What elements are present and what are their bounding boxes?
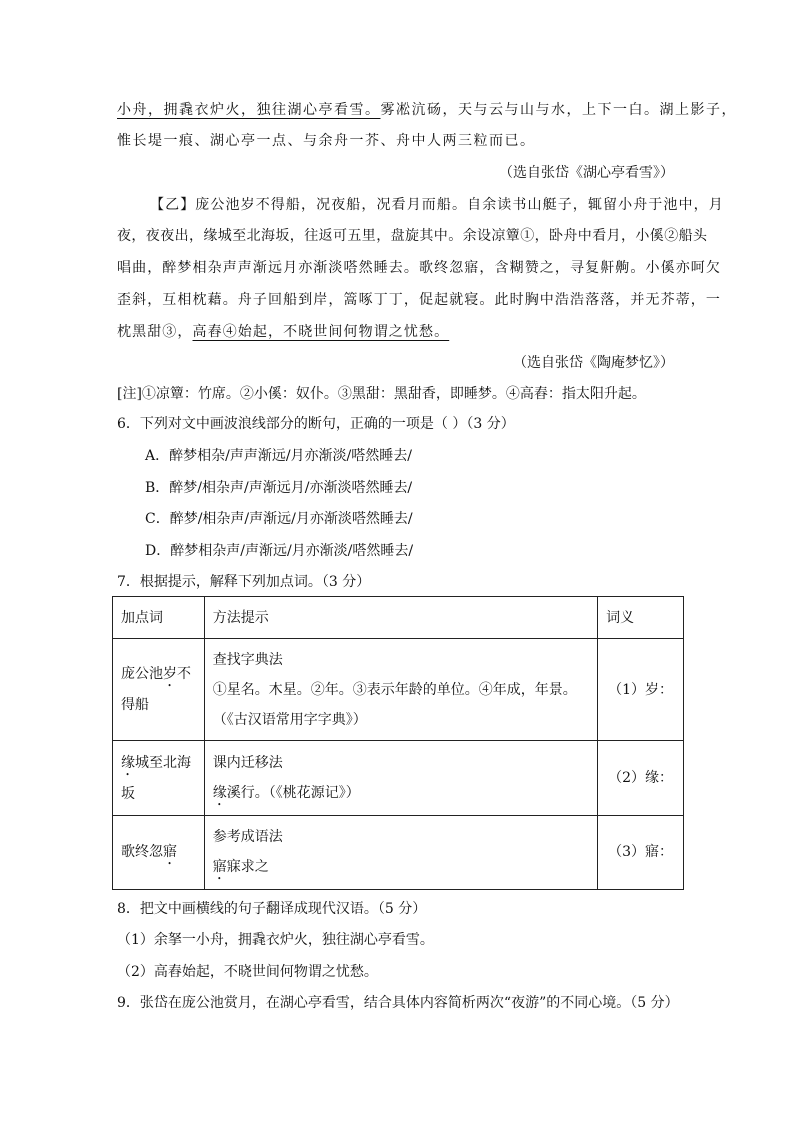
table-header-row <box>113 597 684 639</box>
passage-jia-source: （选自张岱《湖心亭看雪》） <box>499 165 674 181</box>
table-row <box>113 639 684 741</box>
passage-yi-line-2: 夜，夜夜出，缘城至北海坂，往返可五里，盘旋其中。余设凉簟①，卧舟中看月，小傒②船头 <box>117 228 708 244</box>
passage-jia-line-2: 惟长堤一痕、湖心亭一点、与余舟一芥、舟中人两三粒而已。 <box>117 133 536 149</box>
word-cell <box>113 741 205 815</box>
table-row <box>113 741 684 815</box>
question-7-table <box>112 596 684 890</box>
passage-yi-line-1: 【乙】庞公池岁不得船，况夜船，况看月而船。自余读书山艇子，辄留小舟于池中，月 <box>150 197 724 213</box>
question-8-item-1: （1）余拏一小舟，拥毳衣炉火，独往湖心亭看雪。 <box>117 932 434 948</box>
passage-yi-line-5-lead: 枕黑甜③， <box>117 324 193 340</box>
dotted-word: 寤 <box>163 843 177 860</box>
answer-cell[interactable]: （3）寤： <box>598 815 684 889</box>
annotation-note: [注]①凉簟：竹席。②小傒：奴仆。③黑甜：黑甜香，即睡梦。④高舂：指太阳升起。 <box>117 386 646 402</box>
header-method: 方法提示 <box>204 597 597 639</box>
question-7-stem: 7．根据提示，解释下列加点词。（3 分） <box>117 574 371 590</box>
method-hint: ①星名。木星。②年。③表示年龄的单位。④年成，年景。（《古汉语常用字字典》） <box>212 681 577 728</box>
method-cell <box>204 639 597 741</box>
passage-yi-line-4: 歪斜，互相枕藉。舟子回船到岸，篙啄丁丁，促起就寝。此时胸中浩浩落落，并无芥蒂，一 <box>117 292 721 308</box>
passage-yi-line-3: 唱曲，醉梦相杂声声渐远月亦渐淡嗒然睡去。歌终忽寤，含糊赞之，寻复鼾齁。小傒亦呵欠 <box>117 260 721 276</box>
table-row <box>113 815 684 889</box>
dotted-word: 缘 <box>212 784 227 801</box>
word-cell <box>113 815 205 889</box>
word-text: 不得船 <box>121 666 191 714</box>
answer-cell[interactable]: （1）岁： <box>598 639 684 741</box>
dotted-word: 缘 <box>121 754 135 771</box>
passage-jia-underlined-sentence: 小舟，拥毳衣炉火，独往湖心亭看雪。 <box>117 102 381 118</box>
question-6-stem: 6．下列对文中画波浪线部分的断句，正确的一项是（ ）（3 分） <box>117 416 515 432</box>
word-text: 歌终忽 <box>121 843 163 860</box>
method-hint <box>213 852 589 883</box>
method-name: 参考成语法 <box>212 828 283 845</box>
word-text: 城至北海坂 <box>121 754 191 802</box>
method-cell <box>204 815 597 889</box>
dotted-word: 寤 <box>212 858 227 875</box>
hint-text: 寐求之 <box>226 858 269 875</box>
method-hint <box>213 778 589 809</box>
method-cell <box>204 741 597 815</box>
header-word: 加点词 <box>113 597 205 639</box>
passage-jia-line-1-rest: 雾凇沆砀，天与云与山与水，上下一白。湖上影子， <box>380 102 737 118</box>
question-6-option-a: A．醉梦相杂/声声渐远/月亦渐淡/嗒然睡去/ <box>145 448 412 464</box>
question-6-option-d: D．醉梦相杂声/声渐远/月亦渐淡/嗒然睡去/ <box>145 543 414 559</box>
question-6-option-c: C．醉梦/相杂声/声渐远/月亦渐淡嗒然睡去/ <box>145 511 413 527</box>
passage-yi-underlined-sentence: 高舂④始起，不晓世间何物谓之忧愁。 <box>192 324 450 340</box>
question-6-option-b: B．醉梦/相杂声/声渐远月/亦渐淡嗒然睡去/ <box>145 480 413 496</box>
method-name: 查找字典法 <box>212 651 283 668</box>
hint-text: 溪行。（《桃花源记》） <box>226 784 360 801</box>
question-9-stem: 9．张岱在庞公池赏月，在湖心亭看雪，结合具体内容简析两次“夜游”的不同心境。（5 分） <box>117 995 679 1011</box>
dotted-word: 岁 <box>163 666 177 683</box>
word-cell <box>113 639 205 741</box>
method-name: 课内迁移法 <box>212 754 283 771</box>
question-8-stem: 8．把文中画横线的句子翻译成现代汉语。（5 分） <box>117 901 427 917</box>
question-8-item-2: （2）高舂始起，不晓世间何物谓之忧愁。 <box>117 964 378 980</box>
word-text: 庞公池 <box>121 666 163 683</box>
passage-yi-source: （选自张岱《陶庵梦忆》） <box>513 355 674 371</box>
passage-yi-line-5 <box>117 322 449 342</box>
header-meaning: 词义 <box>598 597 684 639</box>
answer-cell[interactable]: （2）缘： <box>598 741 684 815</box>
passage-jia-line-1 <box>117 100 737 120</box>
